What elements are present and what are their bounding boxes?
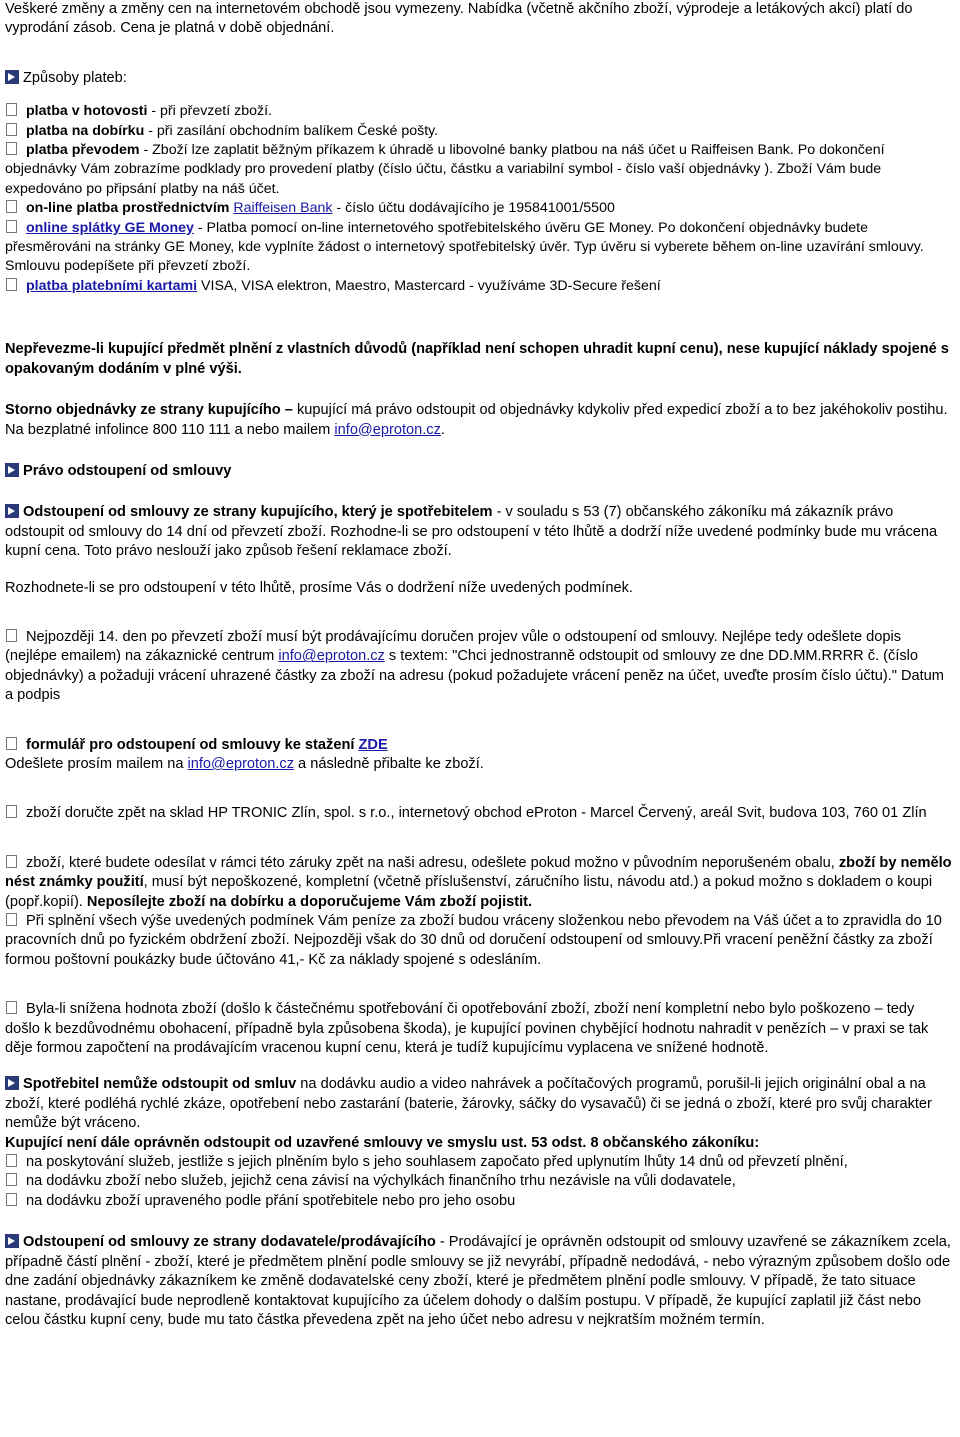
checkbox-bullet-icon <box>6 913 17 926</box>
packaging-bold: zboží by nemělo nést známky použití <box>5 854 952 891</box>
seller-withdrawal-paragraph <box>5 1233 953 1330</box>
consumer-withdrawal-text: - v souladu s 53 (7) občanského zákoníku má zákazník právo odstoupit od smlouvy do 14 dní od převzetí zboží. Rozhodne-li se pro odstoupení v této lhůtě a dodrží níže uvedené podmínky bude mu vrácena kupní cena. Toto právo neslouží jako způsob řešení reklamace zboží. <box>5 504 938 560</box>
arrow-box-icon <box>5 1076 19 1090</box>
form-email-link[interactable]: info@eproton.cz <box>187 755 294 772</box>
packaging-text-2: , musí být nepoškozené, kompletní (včetně příslušenství, záručního listu, návodu atd.) a pokud možno s dokladem o koupi (popř.kopií). <box>5 874 933 910</box>
exception-custom-text: na dodávku zboží upraveného podle přání spotřebitele nebo pro jeho osobu <box>26 1192 516 1209</box>
form-send-text: Odešlete prosím mailem na <box>5 755 188 772</box>
payment-online <box>5 199 953 218</box>
gemoney-link[interactable]: online splátky GE Money <box>26 219 194 236</box>
payment-online-text: - číslo účtu dodávajícího je 195841001/5500 <box>332 200 615 217</box>
form-download-label: formulář pro odstoupení od smlouvy ke stažení <box>26 736 355 753</box>
consumer-withdrawal-paragraph <box>5 503 953 561</box>
payment-cash-text: - při převzetí zboží. <box>147 103 272 120</box>
step-packaging <box>5 854 953 912</box>
payments-heading <box>5 69 953 88</box>
return-address-text: zboží doručte zpět na sklad HP TRONIC Zlín, spol. s r.o., internetový obchod eProton - Marcel Červený, areál Svit, budova 103, 760 01 Zlín <box>26 805 927 822</box>
payment-cod-text: - při zasílání obchodním balíkem České pošty. <box>144 122 439 139</box>
decide-paragraph: Rozhodnete-li se pro odstoupení v této lhůtě, prosíme Vás o dodržení níže uvedených podmínek. <box>5 579 633 596</box>
checkbox-bullet-icon <box>6 278 17 291</box>
payment-transfer-text: - Zboží lze zaplatit běžným příkazem k úhradě u libovolné banky platbou na náš účet u Raiffeisen Bank. Po dokončení objednávky Vám zobrazíme podklady pro provedení platby (číslo účtu, částku a variabilní symbol - číslo vaší objednávky ). Zboží Vám bude expedováno po připsání platby na náš účet. <box>5 142 885 197</box>
checkbox-bullet-icon <box>6 1173 17 1186</box>
terms-document <box>5 0 953 1330</box>
payment-transfer <box>5 141 953 199</box>
consumer-withdrawal-heading: Odstoupení od smlouvy ze strany kupujícího, který je spotřebitelem <box>23 504 493 521</box>
storno-paragraph <box>5 401 953 440</box>
payments-heading-text: Způsoby plateb: <box>23 69 127 86</box>
payment-cash-label: platba v hotovosti <box>26 103 148 120</box>
refund-text: Při splnění všech výše uvedených podmínek Vám peníze za zboží budou vráceny složenkou nebo převodem na Váš účet a to zpravidla do 10 pracovních dnů po fyzickém obdržení zboží. Nejpozději však do 30 dnů od doručení odstoupení od smlouvy.Při vracení peněžní částky za zboží formou poštovní poukázky bude účtováno 41,- Kč za náklady spojené s odesláním. <box>5 913 942 968</box>
checkbox-bullet-icon <box>6 855 17 868</box>
withdrawal-heading <box>5 462 953 481</box>
checkbox-bullet-icon <box>6 737 17 750</box>
arrow-box-icon <box>5 1234 19 1248</box>
checkbox-bullet-icon <box>6 805 17 818</box>
step-form <box>5 736 953 755</box>
form-download-link[interactable]: ZDE <box>358 736 388 753</box>
raiffeisen-link[interactable]: Raiffeisen Bank <box>233 200 333 217</box>
card-payment-link[interactable]: platba platebními kartami <box>26 277 198 294</box>
nontake-text: Nepřevezme-li kupující předmět plnění z vlastních důvodů (například není schopen uhradit kupní cenu), nese kupující náklady spojené s opakovaným dodáním v plné výši. <box>5 341 949 377</box>
nontake-paragraph <box>5 340 953 379</box>
exception-custom <box>5 1192 953 1211</box>
storno-email-link[interactable]: info@eproton.cz <box>334 421 441 438</box>
checkbox-bullet-icon <box>6 1193 17 1206</box>
payment-card <box>5 277 953 296</box>
exception-market-text: na dodávku zboží nebo služeb, jejichž cena závisí na výchylkách finančního trhu nezávisle na vůli dodavatele, <box>26 1173 736 1190</box>
intro-paragraph: Veškeré změny a změny cen na internetovém obchodě jsou vymezeny. Nabídka (včetně akčního zboží, výprodeje a letákových akcí) platí do vyprodání zásob. Cena je platná v době objednání. <box>5 1 913 37</box>
exception-services <box>5 1153 953 1172</box>
payment-gemoney <box>5 219 953 277</box>
payment-online-label: on-line platba prostřednictvím <box>26 200 230 217</box>
step-return-address <box>5 804 953 823</box>
payment-cash <box>5 102 953 121</box>
payment-gemoney-text: - Platba pomocí on-line internetového spotřebitelského úvěru GE Money. Po dokončení objednávky budete přesměrováni na stránky GE Money, kde vyplníte žádost o internetový spotřebitelský úvěr. Typ úvěru si vyberete během on-line uzavírání smlouvy. Smlouvu podepíšete při převzetí zboží. <box>5 219 924 275</box>
payment-cod <box>5 122 953 141</box>
checkbox-bullet-icon <box>6 220 17 233</box>
arrow-box-icon <box>5 463 19 477</box>
checkbox-bullet-icon <box>6 1154 17 1167</box>
storno-text: kupující má právo odstoupit od objednávky kdykoliv před expedicí zboží a to bez jakéhokoliv postihu. Na bezplatné infolince 800 110 111 a nebo mailem <box>5 402 948 438</box>
cannot-withdraw-heading: Spotřebitel nemůže odstoupit od smluv <box>23 1076 297 1093</box>
law-text: Kupující není dále oprávněn odstoupit od uzavřené smlouvy ve smyslu ust. 53 odst. 8 občanského zákoníku: <box>5 1134 760 1151</box>
storno-end: . <box>440 421 445 438</box>
step-form-send <box>5 755 953 774</box>
cannot-withdraw-paragraph <box>5 1075 953 1133</box>
value-reduction-text: Byla-li snížena hodnota zboží (došlo k částečnému spotřebování či opotřebování zboží, zboží není kompletní nebo bylo poškozeno – tedy došlo k bezdůvodnému obohacení, případně byla způsobena škoda), je kupující povinen chybějící hodnotu nahradit v penězích – v praxi se tak děje formou započtení na prodávajícím vracenou kupní cenu, která je tudíž kupujícímu vyplacena ve snížené hodnotě. <box>5 1001 929 1057</box>
checkbox-bullet-icon <box>6 142 17 155</box>
step-refund <box>5 912 953 970</box>
packaging-bold-2: Neposílejte zboží na dobírku a doporučujeme Vám zboží pojistit. <box>86 893 533 910</box>
checkbox-bullet-icon <box>6 123 17 136</box>
checkbox-bullet-icon <box>6 1001 17 1014</box>
payment-transfer-label: platba převodem <box>26 142 140 159</box>
exception-market <box>5 1172 953 1191</box>
checkbox-bullet-icon <box>6 200 17 213</box>
seller-withdrawal-text: - Prodávající je oprávněn odstoupit od smlouvy uzavřené se zákazníkem zcela, případně částí plnění - zboží, které je předmětem plnění podle smlouvy se již nevyrábí, případně nedodává, - nebo výrazným způsobem došlo ode dne zadání objednávky zákazníkem ke změně dodavatelské ceny zboží, které je předmětem plnění podle smlouvy. V případě, že tato situace nastane, prodávající bude neprodleně kontaktovat kupujícího za účelem dohody o dalším postupu. V případě, že kupující zaplatil již část nebo celou částku kupní ceny, bude mu tato částka převedena zpět na jeho účet nebo adresu v nejkratším možném termín. <box>5 1234 951 1328</box>
step-value-reduction <box>5 1000 953 1058</box>
checkbox-bullet-icon <box>6 629 17 642</box>
step-notice-text-end: s textem: "Chci jednostranně odstoupit od smlouvy ze dne DD.MM.RRRR č. (číslo objednávky) a požaduji vrácení uhrazené částky za zboží na adresu (pokud požadujete vrácení peněz na účet, uveďte prosím číslo účtu)." Datum a podpis <box>5 648 944 704</box>
payment-card-text: VISA, VISA elektron, Maestro, Mastercard - využíváme 3D-Secure řešení <box>197 277 661 294</box>
payment-cod-label: platba na dobírku <box>26 122 145 139</box>
packaging-text: zboží, které budete odesílat v rámci této záruky zpět na naši adresu, odešlete pokud možno v původním neporušeném obalu, <box>26 854 839 871</box>
step-notice <box>5 628 953 706</box>
form-send-end: a následně přibalte ke zboží. <box>294 755 484 772</box>
seller-withdrawal-heading: Odstoupení od smlouvy ze strany dodavatele/prodávajícího <box>23 1234 436 1251</box>
step-notice-text: Nejpozději 14. den po převzetí zboží musí být prodávajícímu doručen projev vůle o odstoupení od smlouvy. Nejlépe tedy odešlete dopis (nejlépe emailem) na zákaznické centrum <box>5 628 902 665</box>
checkbox-bullet-icon <box>6 103 17 116</box>
law-paragraph <box>5 1134 953 1153</box>
arrow-box-icon <box>5 504 19 518</box>
cannot-withdraw-text: na dodávku audio a video nahrávek a počítačových programů, porušil-li jejich originální obal a na zboží, které podléhá rychlé zkáze, opotřebení nebo zastarání (baterie, žárovky, sáčky do vysavačů) či se jedná o zboží, které pro svůj charakter nemůže být vráceno. <box>5 1076 932 1132</box>
storno-heading: Storno objednávky ze strany kupujícího – <box>5 402 293 419</box>
arrow-box-icon <box>5 70 19 84</box>
withdrawal-heading-text: Právo odstoupení od smlouvy <box>23 462 232 479</box>
step-notice-email-link[interactable]: info@eproton.cz <box>278 648 385 665</box>
exception-services-text: na poskytování služeb, jestliže s jejich plněním bylo s jeho souhlasem započato před uplynutím lhůty 14 dnů od převzetí plnění, <box>26 1154 848 1171</box>
